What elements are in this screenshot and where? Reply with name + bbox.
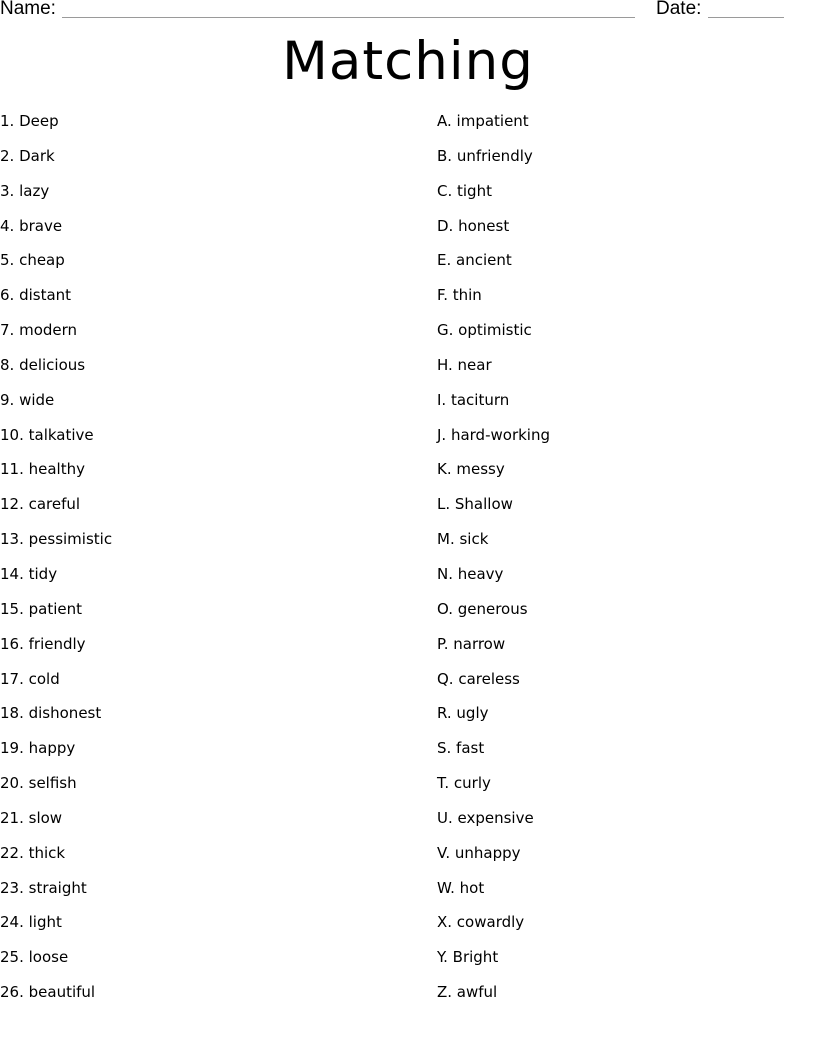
answer-item: P. narrow	[437, 634, 506, 653]
answer-item: I. taciturn	[437, 390, 510, 409]
name-field[interactable]	[62, 17, 635, 18]
answer-item: F. thin	[437, 286, 482, 305]
answer-item: D. honest	[437, 216, 510, 235]
term-item: 21. slow	[0, 808, 63, 827]
answer-item: C. tight	[437, 181, 492, 200]
term-item: 5. cheap	[0, 251, 65, 270]
answer-item: W. hot	[437, 878, 485, 897]
term-item: 15. patient	[0, 599, 83, 618]
header	[0, 0, 816, 24]
term-item: 7. modern	[0, 321, 78, 340]
term-item: 14. tidy	[0, 564, 58, 583]
page-title: Matching	[282, 31, 534, 92]
term-item: 26. beautiful	[0, 983, 96, 1002]
answer-item: S. fast	[437, 739, 485, 758]
answer-item: Z. awful	[437, 983, 498, 1002]
answer-item: L. Shallow	[437, 495, 513, 514]
answer-item: H. near	[437, 355, 492, 374]
answer-item: B. unfriendly	[437, 146, 533, 165]
answer-item: N. heavy	[437, 564, 504, 583]
term-item: 6. distant	[0, 286, 72, 305]
term-item: 2. Dark	[0, 146, 55, 165]
term-item: 4. brave	[0, 216, 63, 235]
answer-item: K. messy	[437, 460, 505, 479]
date-label: Date:	[656, 0, 702, 19]
term-item: 11. healthy	[0, 460, 85, 479]
term-item: 10. talkative	[0, 425, 94, 444]
answer-item: M. sick	[437, 530, 489, 549]
answers-list	[437, 104, 550, 1010]
answer-item: V. unhappy	[437, 843, 521, 862]
answer-item: G. optimistic	[437, 321, 532, 340]
term-item: 19. happy	[0, 739, 76, 758]
answer-item: O. generous	[437, 599, 528, 618]
date-field[interactable]	[708, 17, 784, 18]
term-item: 24. light	[0, 913, 62, 932]
answer-item: R. ugly	[437, 704, 489, 723]
name-label: Name:	[0, 0, 56, 19]
term-item: 17. cold	[0, 669, 60, 688]
terms-list	[0, 104, 112, 1010]
answer-item: X. cowardly	[437, 913, 525, 932]
answer-item: Q. careless	[437, 669, 520, 688]
term-item: 20. selfish	[0, 774, 77, 793]
term-item: 16. friendly	[0, 634, 86, 653]
answer-item: Y. Bright	[437, 948, 499, 967]
answer-item: A. impatient	[437, 112, 529, 130]
answer-item: J. hard-working	[437, 425, 550, 444]
term-item: 9. wide	[0, 390, 55, 409]
answer-item: U. expensive	[437, 808, 534, 827]
term-item: 18. dishonest	[0, 704, 102, 723]
term-item: 13. pessimistic	[0, 530, 113, 549]
term-item: 25. loose	[0, 948, 69, 967]
term-item: 1. Deep	[0, 112, 59, 130]
term-item: 23. straight	[0, 878, 87, 897]
term-item: 3. lazy	[0, 181, 50, 200]
term-item: 12. careful	[0, 495, 81, 514]
term-item: 8. delicious	[0, 355, 86, 374]
term-item: 22. thick	[0, 843, 66, 862]
answer-item: T. curly	[437, 774, 491, 793]
answer-item: E. ancient	[437, 251, 512, 270]
